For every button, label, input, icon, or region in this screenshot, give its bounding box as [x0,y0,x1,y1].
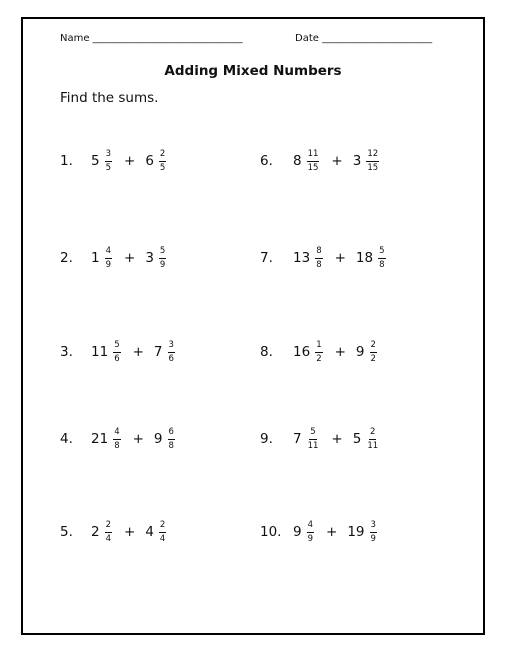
numerator: 11 [307,150,320,162]
numerator: 1 [315,341,322,353]
fraction [105,521,112,543]
problem-number: 9. [260,431,273,447]
denominator: 15 [367,162,379,173]
mixed-number [91,150,114,172]
problem-number: 8. [260,344,273,360]
problem-number: 6. [260,153,273,169]
problem-number: 1. [60,153,73,169]
mixed-number [154,428,177,450]
fraction [307,521,314,543]
denominator: 11 [307,440,319,451]
fraction [315,247,322,269]
numerator: 5 [159,247,166,259]
denominator: 8 [379,259,385,270]
whole-part: 1 [91,250,100,266]
whole-part: 7 [153,344,163,360]
fraction [370,341,377,363]
whole-part: 5 [352,431,362,447]
whole-part: 3 [145,250,154,266]
name-field-label: Name ______________________________ [60,33,243,44]
mixed-number [91,428,123,450]
numerator: 2 [105,521,112,533]
denominator: 4 [159,533,166,544]
numerator: 12 [366,150,379,162]
denominator: 2 [370,353,376,364]
denominator: 8 [316,259,322,270]
plus-sign: + [132,431,144,447]
denominator: 9 [105,259,112,270]
fraction [315,341,322,363]
mixed-number [293,521,316,543]
whole-part: 2 [91,524,100,540]
mixed-number [91,247,114,269]
whole-part: 9 [293,524,302,540]
numerator: 6 [168,428,175,440]
mixed-number [91,521,114,543]
problem-8 [260,341,379,363]
plus-sign: + [334,344,346,360]
numerator: 5 [378,247,385,259]
fraction [168,428,175,450]
problem-6 [260,150,381,172]
fraction [366,150,379,172]
mixed-number [145,521,168,543]
numerator: 3 [370,521,377,533]
whole-part: 9 [355,344,365,360]
numerator: 2 [369,428,376,440]
mixed-number [145,247,168,269]
plus-sign: + [331,153,343,169]
whole-part: 13 [293,250,311,266]
worksheet [21,17,485,635]
mixed-number [353,150,381,172]
fraction [105,150,112,172]
denominator: 5 [159,162,166,173]
fraction [159,521,166,543]
denominator: 9 [370,533,376,544]
mixed-number [293,341,325,363]
plus-sign: + [124,153,136,169]
mixed-number [91,341,123,363]
mixed-number [293,150,321,172]
numerator: 8 [315,247,322,259]
whole-part: 16 [293,344,311,360]
numerator: 2 [159,521,166,533]
denominator: 8 [168,440,174,451]
numerator: 5 [309,428,316,440]
whole-part: 7 [293,431,302,447]
numerator: 2 [370,341,377,353]
problem-number: 10. [260,524,282,540]
fraction [307,150,320,172]
denominator: 8 [114,440,120,451]
mixed-number [145,150,168,172]
date-field-label: Date ______________________ [295,33,433,44]
plus-sign: + [326,524,338,540]
numerator: 2 [159,150,166,162]
problem-number: 5. [60,524,73,540]
whole-part: 9 [153,431,163,447]
plus-sign: + [124,250,136,266]
worksheet-title: Adding Mixed Numbers [164,63,342,79]
fraction [366,428,379,450]
fraction [307,428,320,450]
denominator: 11 [367,440,379,451]
whole-part: 21 [91,431,109,447]
instructions: Find the sums. [60,90,159,106]
denominator: 2 [316,353,322,364]
mixed-number [356,247,388,269]
denominator: 6 [168,353,174,364]
numerator: 3 [168,341,175,353]
mixed-number [293,428,321,450]
problem-7 [260,247,388,269]
denominator: 9 [159,259,166,270]
numerator: 5 [113,341,120,353]
mixed-number [347,521,379,543]
plus-sign: + [331,431,343,447]
problem-number: 4. [60,431,73,447]
whole-part: 19 [347,524,365,540]
fraction [113,428,120,450]
whole-part: 18 [355,250,374,266]
mixed-number [154,341,177,363]
numerator: 4 [307,521,314,533]
whole-part: 11 [91,344,109,360]
whole-part: 3 [352,153,362,169]
whole-part: 8 [293,153,302,169]
fraction [105,247,112,269]
problem-3 [60,341,177,363]
problem-9 [260,428,381,450]
fraction [168,341,175,363]
problem-10 [260,521,379,543]
problem-number: 7. [260,250,273,266]
numerator: 4 [113,428,120,440]
denominator: 4 [105,533,112,544]
whole-part: 5 [91,153,100,169]
fraction [113,341,120,363]
problem-number: 3. [60,344,73,360]
fraction [378,247,385,269]
whole-part: 6 [145,153,154,169]
whole-part: 4 [145,524,154,540]
denominator: 15 [307,162,319,173]
mixed-number [356,341,379,363]
denominator: 5 [105,162,112,173]
plus-sign: + [132,344,144,360]
plus-sign: + [334,250,346,266]
fraction [159,150,166,172]
denominator: 6 [114,353,120,364]
problem-2 [60,247,168,269]
problem-5 [60,521,168,543]
fraction [370,521,377,543]
problem-1 [60,150,168,172]
fraction [159,247,166,269]
denominator: 9 [307,533,314,544]
numerator: 3 [105,150,112,162]
problem-number: 2. [60,250,73,266]
numerator: 4 [105,247,112,259]
problem-4 [60,428,177,450]
mixed-number [293,247,325,269]
mixed-number [353,428,381,450]
plus-sign: + [124,524,136,540]
